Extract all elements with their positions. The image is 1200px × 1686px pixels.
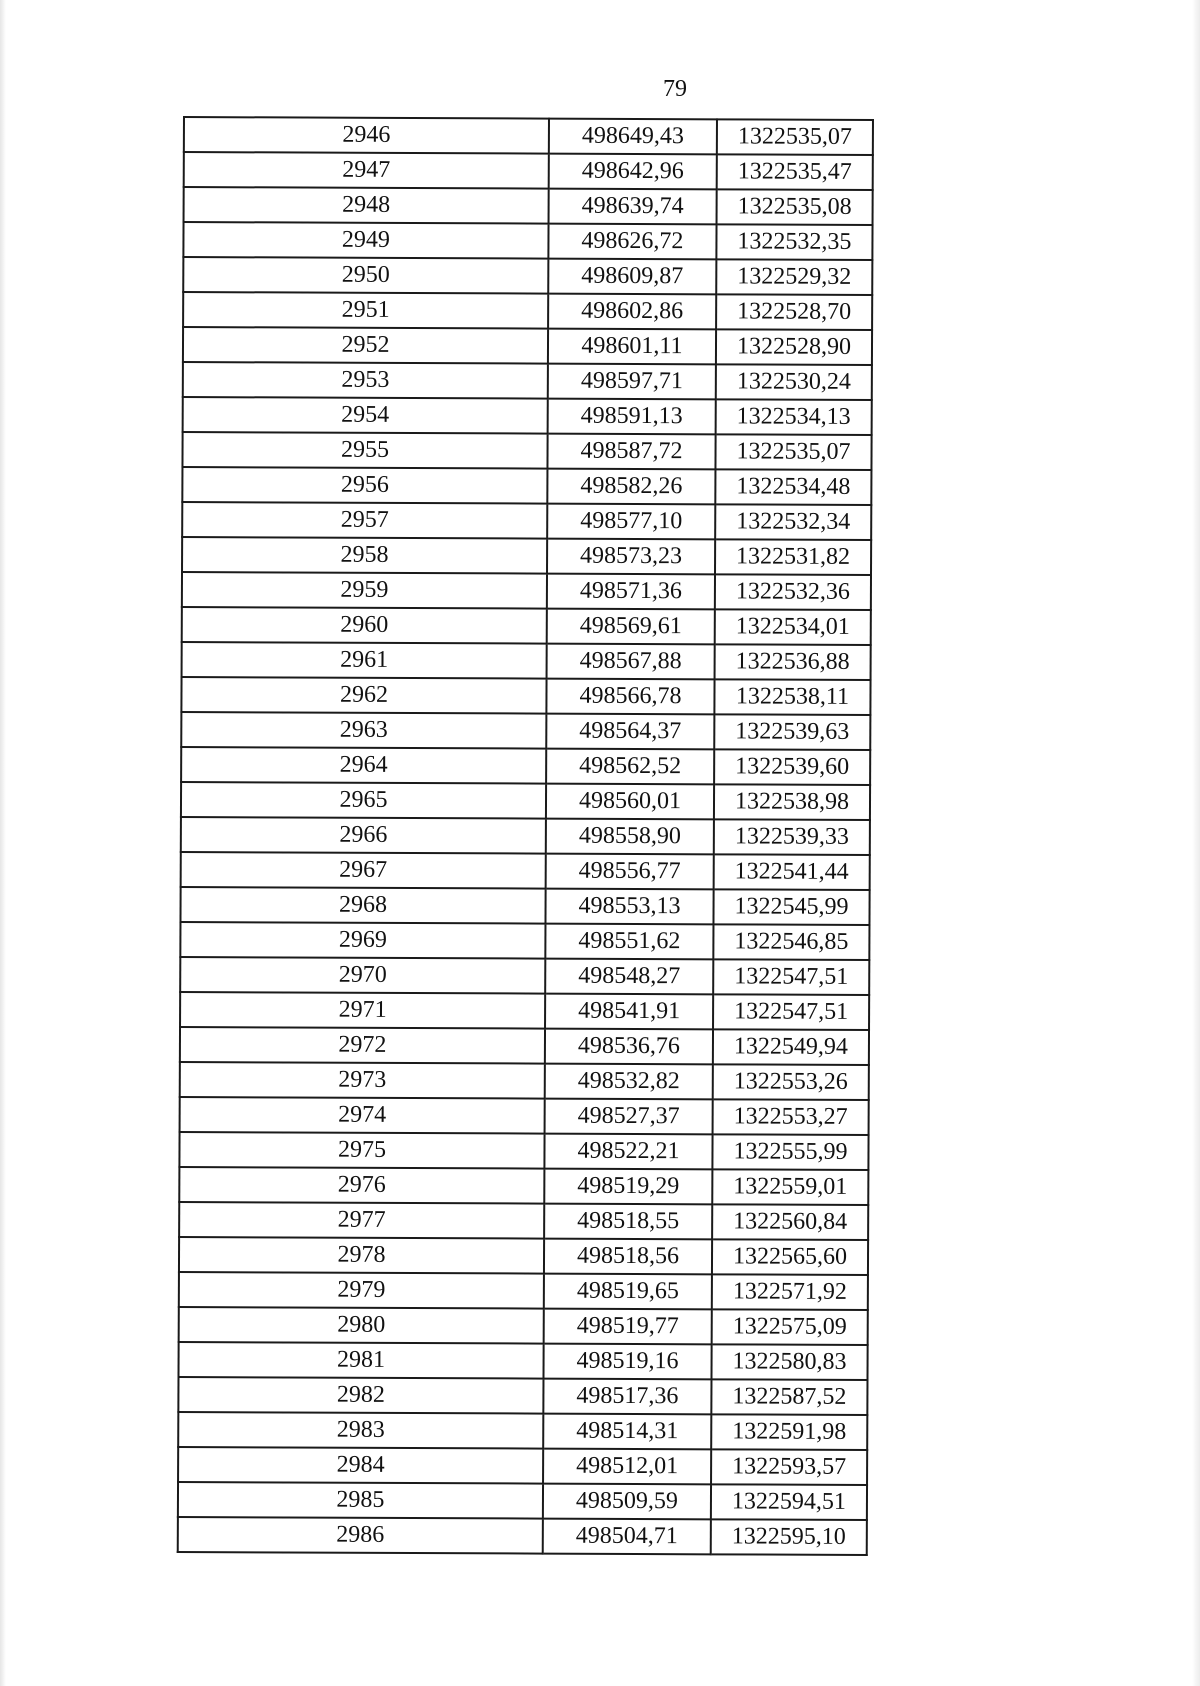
y-coordinate-cell: 1322547,51 — [713, 959, 869, 995]
y-coordinate-cell: 1322529,32 — [716, 259, 872, 295]
y-coordinate-cell: 1322575,09 — [712, 1309, 868, 1345]
x-coordinate-cell: 498548,27 — [545, 959, 713, 995]
x-coordinate-cell: 498566,78 — [546, 679, 714, 715]
y-coordinate-cell: 1322532,35 — [716, 224, 872, 260]
x-coordinate-cell: 498567,88 — [547, 644, 715, 680]
y-coordinate-cell: 1322580,83 — [711, 1344, 867, 1380]
x-coordinate-cell: 498553,13 — [545, 889, 713, 925]
point-number-cell: 2973 — [180, 1062, 545, 1099]
table-row — [182, 432, 871, 470]
table-row — [183, 362, 872, 400]
point-number-cell: 2948 — [184, 187, 549, 224]
table-row — [180, 1062, 869, 1100]
y-coordinate-cell: 1322536,88 — [715, 644, 871, 680]
y-coordinate-cell: 1322532,34 — [715, 504, 871, 540]
point-number-cell: 2958 — [182, 537, 547, 574]
table-row — [180, 1097, 869, 1135]
x-coordinate-cell: 498558,90 — [546, 819, 714, 855]
table-row — [179, 1307, 868, 1345]
point-number-cell: 2979 — [179, 1272, 544, 1309]
x-coordinate-cell: 498562,52 — [546, 749, 714, 785]
table-row — [183, 257, 872, 295]
x-coordinate-cell: 498519,77 — [544, 1309, 712, 1345]
table-row — [181, 677, 870, 715]
y-coordinate-cell: 1322560,84 — [712, 1204, 868, 1240]
point-number-cell: 2953 — [183, 362, 548, 399]
table-row — [181, 782, 870, 820]
x-coordinate-cell: 498591,13 — [548, 399, 716, 435]
x-coordinate-cell: 498597,71 — [548, 364, 716, 400]
point-number-cell: 2975 — [179, 1132, 544, 1169]
point-number-cell: 2976 — [179, 1167, 544, 1204]
x-coordinate-cell: 498649,43 — [549, 119, 717, 155]
point-number-cell: 2956 — [182, 467, 547, 504]
table-row — [182, 572, 871, 610]
y-coordinate-cell: 1322534,01 — [715, 609, 871, 645]
y-coordinate-cell: 1322587,52 — [711, 1379, 867, 1415]
coordinates-table — [177, 116, 874, 1556]
y-coordinate-cell: 1322534,48 — [715, 469, 871, 505]
y-coordinate-cell: 1322571,92 — [712, 1274, 868, 1310]
y-coordinate-cell: 1322541,44 — [714, 854, 870, 890]
y-coordinate-cell: 1322547,51 — [713, 994, 869, 1030]
x-coordinate-cell: 498518,56 — [544, 1239, 712, 1275]
table-row — [178, 1412, 867, 1450]
x-coordinate-cell: 498601,11 — [548, 329, 716, 365]
x-coordinate-cell: 498609,87 — [548, 259, 716, 295]
table-row — [182, 537, 871, 575]
y-coordinate-cell: 1322535,47 — [717, 154, 873, 190]
y-coordinate-cell: 1322528,90 — [716, 329, 872, 365]
point-number-cell: 2955 — [182, 432, 547, 469]
y-coordinate-cell: 1322553,26 — [713, 1064, 869, 1100]
table-row — [179, 1202, 868, 1240]
table-row — [182, 607, 871, 645]
x-coordinate-cell: 498518,55 — [544, 1204, 712, 1240]
point-number-cell: 2946 — [184, 117, 549, 154]
x-coordinate-cell: 498522,21 — [544, 1134, 712, 1170]
x-coordinate-cell: 498573,23 — [547, 539, 715, 575]
point-number-cell: 2954 — [183, 397, 548, 434]
point-number-cell: 2950 — [183, 257, 548, 294]
point-number-cell: 2959 — [182, 572, 547, 609]
y-coordinate-cell: 1322538,11 — [714, 679, 870, 715]
y-coordinate-cell: 1322535,08 — [717, 189, 873, 225]
page-number: 79 — [663, 76, 687, 102]
table-row — [178, 1377, 867, 1415]
point-number-cell: 2971 — [180, 992, 545, 1029]
y-coordinate-cell: 1322539,60 — [714, 749, 870, 785]
table-row — [181, 817, 870, 855]
point-number-cell: 2960 — [182, 607, 547, 644]
y-coordinate-cell: 1322530,24 — [716, 364, 872, 400]
table-row — [181, 852, 870, 890]
x-coordinate-cell: 498564,37 — [546, 714, 714, 750]
point-number-cell: 2966 — [181, 817, 546, 854]
point-number-cell: 2964 — [181, 747, 546, 784]
point-number-cell: 2985 — [178, 1482, 543, 1519]
table-row — [180, 887, 869, 925]
table-row — [183, 397, 872, 435]
point-number-cell: 2981 — [178, 1342, 543, 1379]
y-coordinate-cell: 1322565,60 — [712, 1239, 868, 1275]
y-coordinate-cell: 1322591,98 — [711, 1414, 867, 1450]
y-coordinate-cell: 1322549,94 — [713, 1029, 869, 1065]
point-number-cell: 2972 — [180, 1027, 545, 1064]
y-coordinate-cell: 1322559,01 — [712, 1169, 868, 1205]
table-row — [184, 117, 873, 155]
table-row — [178, 1517, 867, 1555]
point-number-cell: 2977 — [179, 1202, 544, 1239]
point-number-cell: 2962 — [181, 677, 546, 714]
point-number-cell: 2969 — [180, 922, 545, 959]
y-coordinate-cell: 1322532,36 — [715, 574, 871, 610]
table-row — [181, 747, 870, 785]
point-number-cell: 2978 — [179, 1237, 544, 1274]
table-row — [180, 922, 869, 960]
table-row — [183, 292, 872, 330]
y-coordinate-cell: 1322539,33 — [714, 819, 870, 855]
table-row — [178, 1447, 867, 1485]
y-coordinate-cell: 1322531,82 — [715, 539, 871, 575]
point-number-cell: 2957 — [182, 502, 547, 539]
x-coordinate-cell: 498512,01 — [543, 1449, 711, 1485]
y-coordinate-cell: 1322546,85 — [713, 924, 869, 960]
table-row — [178, 1342, 867, 1380]
y-coordinate-cell: 1322539,63 — [714, 714, 870, 750]
scan-edge-right — [1192, 0, 1200, 1686]
x-coordinate-cell: 498536,76 — [545, 1029, 713, 1065]
y-coordinate-cell: 1322595,10 — [711, 1519, 867, 1555]
x-coordinate-cell: 498642,96 — [549, 154, 717, 190]
y-coordinate-cell: 1322535,07 — [715, 434, 871, 470]
x-coordinate-cell: 498519,16 — [543, 1344, 711, 1380]
x-coordinate-cell: 498577,10 — [547, 504, 715, 540]
point-number-cell: 2961 — [182, 642, 547, 679]
x-coordinate-cell: 498551,62 — [545, 924, 713, 960]
point-number-cell: 2980 — [179, 1307, 544, 1344]
x-coordinate-cell: 498504,71 — [543, 1519, 711, 1555]
x-coordinate-cell: 498509,59 — [543, 1484, 711, 1520]
point-number-cell: 2970 — [180, 957, 545, 994]
point-number-cell: 2952 — [183, 327, 548, 364]
point-number-cell: 2984 — [178, 1447, 543, 1484]
table-row — [182, 467, 871, 505]
table-row — [179, 1272, 868, 1310]
table-row — [181, 712, 870, 750]
point-number-cell: 2986 — [178, 1517, 543, 1554]
x-coordinate-cell: 498556,77 — [546, 854, 714, 890]
table-row — [180, 992, 869, 1030]
table-row — [179, 1132, 868, 1170]
y-coordinate-cell: 1322594,51 — [711, 1484, 867, 1520]
x-coordinate-cell: 498560,01 — [546, 784, 714, 820]
x-coordinate-cell: 498527,37 — [545, 1099, 713, 1135]
table-row — [180, 957, 869, 995]
y-coordinate-cell: 1322545,99 — [713, 889, 869, 925]
x-coordinate-cell: 498514,31 — [543, 1414, 711, 1450]
point-number-cell: 2965 — [181, 782, 546, 819]
point-number-cell: 2974 — [180, 1097, 545, 1134]
table-row — [180, 1027, 869, 1065]
y-coordinate-cell: 1322528,70 — [716, 294, 872, 330]
x-coordinate-cell: 498519,65 — [544, 1274, 712, 1310]
table-row — [183, 222, 872, 260]
x-coordinate-cell: 498519,29 — [544, 1169, 712, 1205]
y-coordinate-cell: 1322534,13 — [716, 399, 872, 435]
point-number-cell: 2963 — [181, 712, 546, 749]
y-coordinate-cell: 1322538,98 — [714, 784, 870, 820]
x-coordinate-cell: 498582,26 — [547, 469, 715, 505]
table-row — [184, 152, 873, 190]
coordinates-table-body — [178, 117, 873, 1555]
x-coordinate-cell: 498587,72 — [547, 434, 715, 470]
point-number-cell: 2983 — [178, 1412, 543, 1449]
table-row — [178, 1482, 867, 1520]
point-number-cell: 2967 — [181, 852, 546, 889]
x-coordinate-cell: 498569,61 — [547, 609, 715, 645]
scan-edge-left — [0, 0, 6, 1686]
x-coordinate-cell: 498639,74 — [549, 189, 717, 225]
x-coordinate-cell: 498517,36 — [543, 1379, 711, 1415]
table-row — [179, 1167, 868, 1205]
table-row — [184, 187, 873, 225]
x-coordinate-cell: 498571,36 — [547, 574, 715, 610]
table-row — [182, 642, 871, 680]
x-coordinate-cell: 498532,82 — [545, 1064, 713, 1100]
point-number-cell: 2968 — [180, 887, 545, 924]
point-number-cell: 2949 — [183, 222, 548, 259]
point-number-cell: 2982 — [178, 1377, 543, 1414]
y-coordinate-cell: 1322535,07 — [717, 119, 873, 155]
y-coordinate-cell: 1322553,27 — [713, 1099, 869, 1135]
y-coordinate-cell: 1322555,99 — [712, 1134, 868, 1170]
y-coordinate-cell: 1322593,57 — [711, 1449, 867, 1485]
table-row — [183, 327, 872, 365]
point-number-cell: 2951 — [183, 292, 548, 329]
point-number-cell: 2947 — [184, 152, 549, 189]
table-row — [179, 1237, 868, 1275]
x-coordinate-cell: 498602,86 — [548, 294, 716, 330]
table-row — [182, 502, 871, 540]
x-coordinate-cell: 498626,72 — [548, 224, 716, 260]
x-coordinate-cell: 498541,91 — [545, 994, 713, 1030]
